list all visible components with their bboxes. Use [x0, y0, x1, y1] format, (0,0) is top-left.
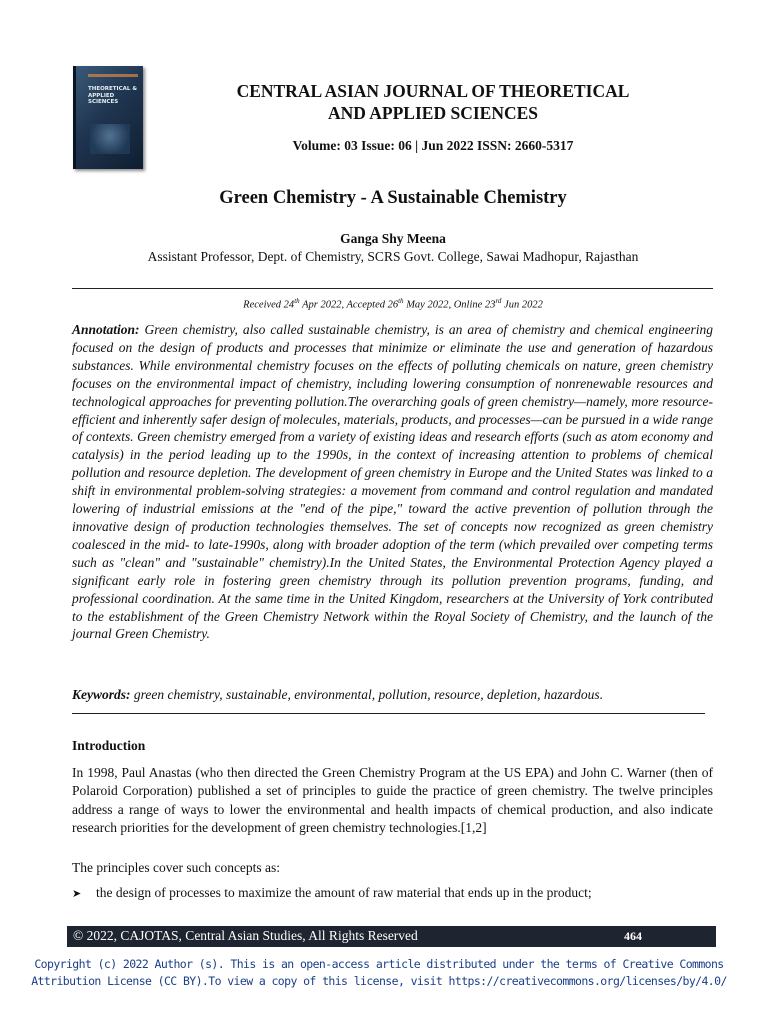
- journal-volume-info: Volume: 03 Issue: 06 | Jun 2022 ISSN: 2660-5317: [292, 138, 574, 153]
- keywords-label: Keywords:: [72, 687, 131, 702]
- introduction-paragraph: In 1998, Paul Anastas (who then directed the Green Chemistry Program at the US EPA) and John C. Warner (then of Polaroid Corporation) published a set of principles to guide the practice of green chemistry. The twelve principles address a range of ways to lower the environmental and health impacts of chemical production, and also indicate research priorities for the development of green chemistry technologies.[1,2]: [72, 765, 713, 836]
- cover-graphic: [90, 124, 130, 154]
- online-date-rest: Jun 2022: [501, 299, 543, 311]
- header-divider: [72, 288, 713, 289]
- journal-title-line1: CENTRAL ASIAN JOURNAL OF THEORETICAL: [236, 81, 630, 101]
- keywords-text: green chemistry, sustainable, environmental, pollution, resource, depletion, hazardous.: [130, 687, 604, 702]
- online-sup: rd: [495, 297, 502, 305]
- bullet-text: the design of processes to maximize the amount of raw material that ends up in the product;: [96, 885, 592, 900]
- abstract-divider: [72, 713, 705, 714]
- footer-bar: [67, 926, 716, 947]
- cover-stripe: [88, 74, 138, 77]
- author-affiliation: Assistant Professor, Dept. of Chemistry, SCRS Govt. College, Sawai Madhopur, Rajasthan: [147, 249, 639, 264]
- abstract-text: Green chemistry, also called sustainable chemistry, is an area of chemistry and chemical engineering focused on the design of products and processes that minimize or eliminate the use and generation of hazardous substances. While environmental chemistry focuses on the effects of polluting chemicals on nature, green chemistry focuses on the environmental impact of chemistry, including lowering consumption of nonrenewable resources and technological approaches for preventing pollution.The overarching goals of green chemistry—namely, more resource-efficient and inherently safer design of molecules, materials, products, and processes—can be pursued in a wide range of contexts. Green chemistry emerged from a variety of existing ideas and research efforts (such as atom economy and catalysis) in the period leading up to the 1990s, in the context of increasing attention to problems of chemical pollution and resource depletion. The development of green chemistry in Europe and the United States was linked to a shift in environmental problem-solving strategies: a movement from command and control regulation and mandated lowering of industrial emissions at the "end of the pipe," toward the active prevention of pollution through the innovative design of production technologies themselves. The set of concepts now recognized as green chemistry coalesced in the mid- to late-1990s, along with broader adoption of the term (which prevailed over competing terms such as "clean" and "sustainable" chemistry).In the United States, the Environmental Protection Agency played a significant early role in fostering green chemistry through its pollution prevention programs, funding, and professional coordination. At the same time in the United Kingdom, researchers at the University of York contributed to the establishment of the Green Chemistry Network within the Royal Society of Chemistry, and the launch of the journal Green Chemistry.: [72, 322, 713, 642]
- license-line1: Copyright (c) 2022 Author (s). This is an open-access article distributed under the terms of Creative Commons: [34, 957, 724, 971]
- journal-title: [150, 80, 716, 124]
- abstract: [72, 321, 713, 643]
- license-line2[interactable]: Attribution License (CC BY).To view a copy of this license, visit https://creativecommons.org/licenses/by/4.0/: [31, 973, 727, 988]
- journal-cover-image: [73, 66, 143, 169]
- footer-copyright: © 2022, CAJOTAS, Central Asian Studies, All Rights Reserved: [73, 928, 418, 943]
- cover-title: THEORETICAL & APPLIED SCIENCES: [88, 86, 138, 105]
- accepted-sup: th: [398, 297, 404, 305]
- received-date: Received 24: [243, 299, 295, 311]
- principles-intro: The principles cover such concepts as:: [72, 860, 281, 875]
- online-date: May 2022, Online 23: [403, 299, 496, 311]
- publication-dates: [0, 297, 768, 311]
- section-heading-introduction: Introduction: [72, 738, 146, 753]
- abstract-label: Annotation:: [72, 322, 140, 337]
- page-number: 464: [624, 929, 642, 943]
- received-sup: th: [294, 297, 300, 305]
- paper-title: Green Chemistry - A Sustainable Chemistry: [219, 188, 567, 208]
- bullet-item: [72, 885, 713, 901]
- accepted-date: Apr 2022, Accepted 26: [299, 299, 399, 311]
- license-notice: [0, 956, 758, 989]
- author-name: Ganga Shy Meena: [340, 231, 446, 246]
- journal-title-line2: AND APPLIED SCIENCES: [327, 103, 539, 123]
- arrow-bullet-icon: ➤: [72, 887, 82, 900]
- keywords: [72, 686, 713, 703]
